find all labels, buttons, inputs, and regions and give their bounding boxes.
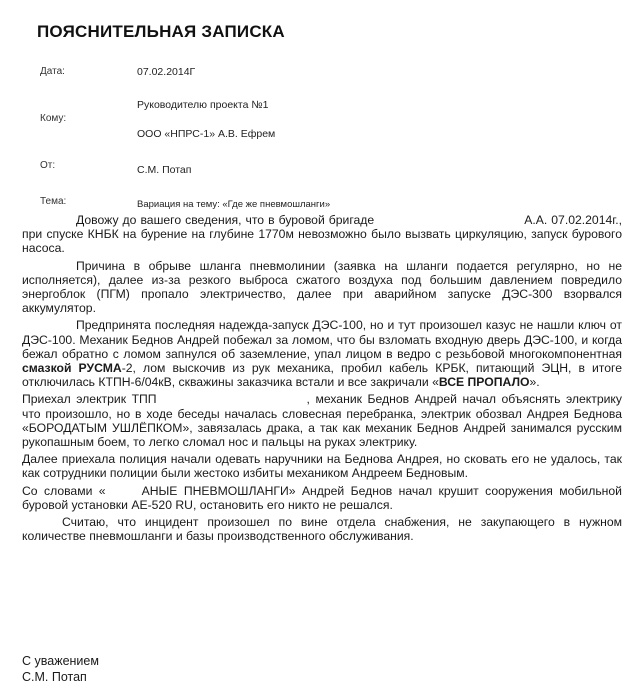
paragraph-6-end: АНЫЕ ПНЕВМОШЛАНГИ» Андрей Беднов начал крушит сооружения мобильной буровой установки АЕ-520 RU, остановить его никто не решался.	[22, 483, 622, 512]
memo-title: ПОЯСНИТЕЛЬНАЯ ЗАПИСКА	[37, 22, 285, 41]
paragraph-1-end: А.А. 07.02.2014г., при спуске КНБК на бурение на глубине 1770м невозможно было вызвать циркуляцию, запуск бурового насоса.	[22, 213, 622, 256]
paragraph-7: Считаю, что инцидент произошел по вине отдела снабжения, не закупающего в нужном количестве пневмошланги и базы производственного обслуживания.	[22, 515, 622, 544]
subject-label: Тема:	[40, 196, 67, 207]
paragraph-4-end: , механик Беднов Андрей начал объяснять электрику что произошло, но в ходе беседы началась словесная перебранка, электрик обозвал Андрея Беднова «БОРОДАТЫМ УШЛЁПКОМ», завязалась драка, а так как механик Беднов Андрей занимался русским рукопашным боем, то легко сломал нос и пальцы на руках электрику.	[22, 392, 622, 450]
memo-body	[22, 213, 622, 546]
date-value: 07.02.2014Г	[137, 66, 196, 78]
recipient-title: Руководителю проекта №1	[137, 99, 269, 111]
paragraph-2: Причина в обрыве шланга пневмолинии (заявка на шланги подается регулярно, но не исполняется), далее из-за резкого выброса сжатого воздуха под большим давлением повредило энергоблок (ПГМ) пропало электричество, далее при аварийном запуске ДЭС-300 взорвался аккумулятор.	[22, 258, 622, 316]
signature-name: С.М. Потап	[22, 670, 87, 684]
from-value: С.М. Потап	[137, 164, 192, 176]
paragraph-3-part-c: -2, лом выскочив из рук механика, пробил кабель КРБК, питающий ЭЦН, в итоге отключилась КТПН-6/04кВ, скважины заказчика встали и все закричали «	[22, 361, 622, 390]
date-label: Дата:	[40, 66, 65, 77]
paragraph-3-exclaim: ВСЕ ПРОПАЛО	[438, 375, 530, 390]
paragraph-4	[22, 392, 622, 449]
paragraph-1-start: Довожу до вашего сведения, что в буровой бригаде	[76, 213, 375, 227]
paragraph-6	[22, 484, 622, 512]
paragraph-4-start: Приехал электрик ТПП	[22, 392, 157, 407]
from-label: От:	[40, 160, 56, 171]
paragraph-3-end: ».	[529, 375, 540, 390]
to-label: Кому:	[40, 113, 67, 124]
signature-closing: С уважением	[22, 654, 99, 668]
paragraph-3	[22, 318, 622, 389]
paragraph-3-part-a: Предпринята последняя надежда-запуск ДЭС-100, но и тут произошел казус не нашли ключ от ДЭС-100. Механик Беднов Андрей побежал за ломом, что бы взломать входную дверь ДЭС-100, и когда бежал обратно с ломом запнулся об заземление, упал лицом в ведро с резьбовой многокомпонентная	[22, 318, 622, 361]
paragraph-1	[22, 213, 622, 256]
paragraph-5: Далее приехала полиция начали одевать наручники на Беднова Андрея, но сковать его не удалось, так как сотрудники полиции были жестоко избиты механиком Андреем Бедновым.	[22, 452, 622, 481]
recipient-org: ООО «НПРС-1» А.В. Ефрем	[137, 128, 276, 140]
paragraph-6-start: Со словами «	[22, 483, 106, 498]
subject-value: Вариация на тему: «Где же пневмошланги»	[137, 199, 331, 210]
paragraph-3-lubricant: смазкой РУСМА	[22, 361, 122, 376]
